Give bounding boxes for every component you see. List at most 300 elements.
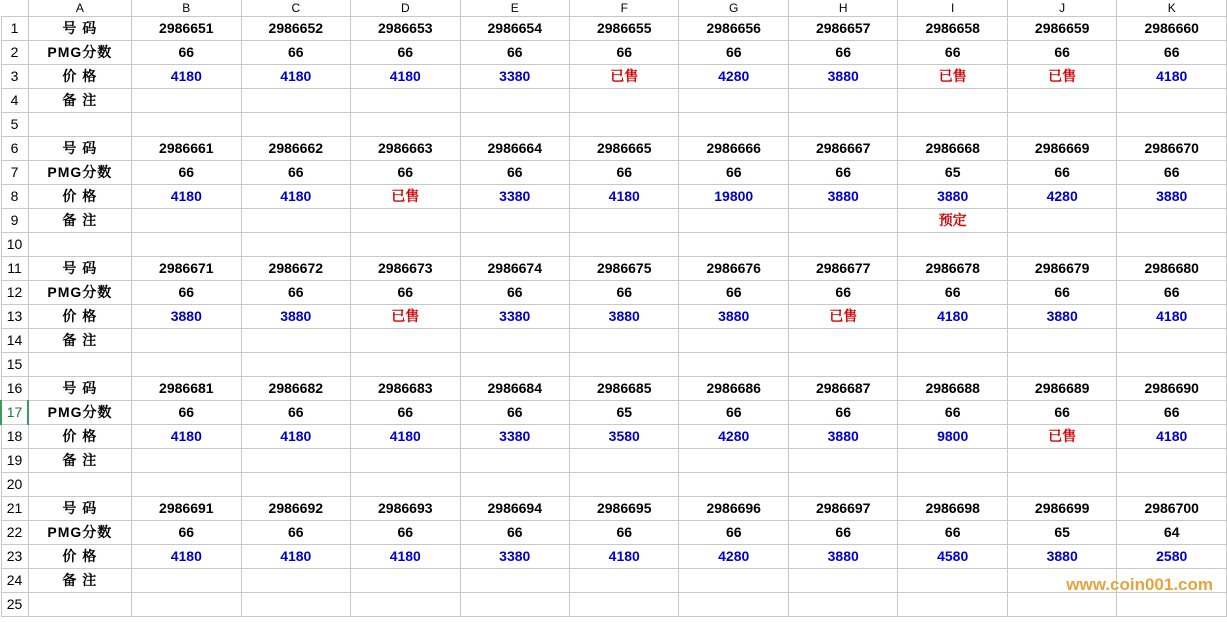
cell-D4[interactable] [351, 88, 460, 112]
cell-D16[interactable]: 2986683 [351, 376, 460, 400]
row-header-11[interactable]: 11 [1, 256, 28, 280]
cell-I22[interactable]: 66 [898, 520, 1007, 544]
cell-F20[interactable] [570, 472, 679, 496]
cell-K21[interactable]: 2986700 [1117, 496, 1227, 520]
cell-H1[interactable]: 2986657 [788, 16, 897, 40]
cell-I10[interactable] [898, 232, 1007, 256]
cell-J15[interactable] [1007, 352, 1116, 376]
cell-K1[interactable]: 2986660 [1117, 16, 1227, 40]
cell-K15[interactable] [1117, 352, 1227, 376]
cell-D12[interactable]: 66 [351, 280, 460, 304]
row-header-7[interactable]: 7 [1, 160, 28, 184]
cell-K11[interactable]: 2986680 [1117, 256, 1227, 280]
cell-I15[interactable] [898, 352, 1007, 376]
column-header-D[interactable]: D [351, 0, 460, 16]
cell-J13[interactable]: 3880 [1007, 304, 1116, 328]
cell-H20[interactable] [788, 472, 897, 496]
cell-J24[interactable] [1007, 568, 1116, 592]
cell-E20[interactable] [460, 472, 569, 496]
cell-B3[interactable]: 4180 [132, 64, 241, 88]
cell-K5[interactable] [1117, 112, 1227, 136]
cell-C4[interactable] [241, 88, 350, 112]
cell-K25[interactable] [1117, 592, 1227, 616]
cell-G1[interactable]: 2986656 [679, 16, 788, 40]
cell-F1[interactable]: 2986655 [570, 16, 679, 40]
cell-D25[interactable] [351, 592, 460, 616]
cell-K18[interactable]: 4180 [1117, 424, 1227, 448]
cell-C12[interactable]: 66 [241, 280, 350, 304]
cell-J6[interactable]: 2986669 [1007, 136, 1116, 160]
cell-K9[interactable] [1117, 208, 1227, 232]
cell-E23[interactable]: 3380 [460, 544, 569, 568]
cell-I6[interactable]: 2986668 [898, 136, 1007, 160]
cell-B10[interactable] [132, 232, 241, 256]
cell-G9[interactable] [679, 208, 788, 232]
cell-G13[interactable]: 3880 [679, 304, 788, 328]
cell-J23[interactable]: 3880 [1007, 544, 1116, 568]
cell-D18[interactable]: 4180 [351, 424, 460, 448]
cell-G10[interactable] [679, 232, 788, 256]
cell-K7[interactable]: 66 [1117, 160, 1227, 184]
cell-I18[interactable]: 9800 [898, 424, 1007, 448]
cell-K8[interactable]: 3880 [1117, 184, 1227, 208]
cell-F21[interactable]: 2986695 [570, 496, 679, 520]
cell-H8[interactable]: 3880 [788, 184, 897, 208]
cell-F18[interactable]: 3580 [570, 424, 679, 448]
cell-G8[interactable]: 19800 [679, 184, 788, 208]
cell-A2[interactable]: PMG分数 [28, 40, 131, 64]
cell-A16[interactable]: 号 码 [28, 376, 131, 400]
cell-A22[interactable]: PMG分数 [28, 520, 131, 544]
cell-K24[interactable] [1117, 568, 1227, 592]
cell-D11[interactable]: 2986673 [351, 256, 460, 280]
row-header-5[interactable]: 5 [1, 112, 28, 136]
cell-D7[interactable]: 66 [351, 160, 460, 184]
cell-F19[interactable] [570, 448, 679, 472]
cell-C3[interactable]: 4180 [241, 64, 350, 88]
cell-I14[interactable] [898, 328, 1007, 352]
cell-G6[interactable]: 2986666 [679, 136, 788, 160]
cell-H14[interactable] [788, 328, 897, 352]
cell-I13[interactable]: 4180 [898, 304, 1007, 328]
cell-E5[interactable] [460, 112, 569, 136]
row-header-20[interactable]: 20 [1, 472, 28, 496]
cell-G25[interactable] [679, 592, 788, 616]
cell-A14[interactable]: 备 注 [28, 328, 131, 352]
cell-E17[interactable]: 66 [460, 400, 569, 424]
cell-H21[interactable]: 2986697 [788, 496, 897, 520]
cell-D5[interactable] [351, 112, 460, 136]
row-header-10[interactable]: 10 [1, 232, 28, 256]
cell-G3[interactable]: 4280 [679, 64, 788, 88]
cell-H10[interactable] [788, 232, 897, 256]
cell-J12[interactable]: 66 [1007, 280, 1116, 304]
cell-J22[interactable]: 65 [1007, 520, 1116, 544]
row-header-24[interactable]: 24 [1, 568, 28, 592]
cell-I25[interactable] [898, 592, 1007, 616]
cell-C16[interactable]: 2986682 [241, 376, 350, 400]
cell-B25[interactable] [132, 592, 241, 616]
cell-C9[interactable] [241, 208, 350, 232]
cell-G14[interactable] [679, 328, 788, 352]
cell-E13[interactable]: 3380 [460, 304, 569, 328]
cell-J10[interactable] [1007, 232, 1116, 256]
cell-I16[interactable]: 2986688 [898, 376, 1007, 400]
cell-E9[interactable] [460, 208, 569, 232]
column-header-K[interactable]: K [1117, 0, 1227, 16]
cell-B7[interactable]: 66 [132, 160, 241, 184]
cell-J8[interactable]: 4280 [1007, 184, 1116, 208]
cell-H16[interactable]: 2986687 [788, 376, 897, 400]
row-header-23[interactable]: 23 [1, 544, 28, 568]
cell-E4[interactable] [460, 88, 569, 112]
cell-B2[interactable]: 66 [132, 40, 241, 64]
cell-E15[interactable] [460, 352, 569, 376]
cell-A5[interactable] [28, 112, 131, 136]
cell-A12[interactable]: PMG分数 [28, 280, 131, 304]
cell-H9[interactable] [788, 208, 897, 232]
cell-K10[interactable] [1117, 232, 1227, 256]
cell-F10[interactable] [570, 232, 679, 256]
row-header-9[interactable]: 9 [1, 208, 28, 232]
cell-G19[interactable] [679, 448, 788, 472]
column-header-H[interactable]: H [788, 0, 897, 16]
cell-B13[interactable]: 3880 [132, 304, 241, 328]
cell-H17[interactable]: 66 [788, 400, 897, 424]
cell-H23[interactable]: 3880 [788, 544, 897, 568]
cell-K22[interactable]: 64 [1117, 520, 1227, 544]
cell-J25[interactable] [1007, 592, 1116, 616]
cell-F16[interactable]: 2986685 [570, 376, 679, 400]
cell-D14[interactable] [351, 328, 460, 352]
cell-J9[interactable] [1007, 208, 1116, 232]
cell-A15[interactable] [28, 352, 131, 376]
cell-E1[interactable]: 2986654 [460, 16, 569, 40]
cell-J5[interactable] [1007, 112, 1116, 136]
cell-H24[interactable] [788, 568, 897, 592]
cell-F15[interactable] [570, 352, 679, 376]
cell-B21[interactable]: 2986691 [132, 496, 241, 520]
cell-D6[interactable]: 2986663 [351, 136, 460, 160]
cell-B6[interactable]: 2986661 [132, 136, 241, 160]
cell-B24[interactable] [132, 568, 241, 592]
cell-E7[interactable]: 66 [460, 160, 569, 184]
cell-D21[interactable]: 2986693 [351, 496, 460, 520]
cell-C14[interactable] [241, 328, 350, 352]
cell-F25[interactable] [570, 592, 679, 616]
cell-C11[interactable]: 2986672 [241, 256, 350, 280]
cell-G15[interactable] [679, 352, 788, 376]
row-header-1[interactable]: 1 [1, 16, 28, 40]
cell-K4[interactable] [1117, 88, 1227, 112]
cell-J21[interactable]: 2986699 [1007, 496, 1116, 520]
cell-B4[interactable] [132, 88, 241, 112]
cell-D24[interactable] [351, 568, 460, 592]
cell-D8[interactable]: 已售 [351, 184, 460, 208]
cell-C1[interactable]: 2986652 [241, 16, 350, 40]
row-header-19[interactable]: 19 [1, 448, 28, 472]
cell-E6[interactable]: 2986664 [460, 136, 569, 160]
cell-E21[interactable]: 2986694 [460, 496, 569, 520]
cell-I9[interactable]: 预定 [898, 208, 1007, 232]
cell-G23[interactable]: 4280 [679, 544, 788, 568]
cell-H13[interactable]: 已售 [788, 304, 897, 328]
row-header-13[interactable]: 13 [1, 304, 28, 328]
cell-D15[interactable] [351, 352, 460, 376]
cell-E19[interactable] [460, 448, 569, 472]
cell-G21[interactable]: 2986696 [679, 496, 788, 520]
cell-E24[interactable] [460, 568, 569, 592]
cell-I21[interactable]: 2986698 [898, 496, 1007, 520]
cell-E8[interactable]: 3380 [460, 184, 569, 208]
cell-C25[interactable] [241, 592, 350, 616]
cell-K14[interactable] [1117, 328, 1227, 352]
cell-D23[interactable]: 4180 [351, 544, 460, 568]
cell-F5[interactable] [570, 112, 679, 136]
cell-E10[interactable] [460, 232, 569, 256]
cell-F13[interactable]: 3880 [570, 304, 679, 328]
cell-D13[interactable]: 已售 [351, 304, 460, 328]
cell-I3[interactable]: 已售 [898, 64, 1007, 88]
cell-H18[interactable]: 3880 [788, 424, 897, 448]
cell-H11[interactable]: 2986677 [788, 256, 897, 280]
row-header-17[interactable]: 17 [1, 400, 28, 424]
cell-F7[interactable]: 66 [570, 160, 679, 184]
cell-H4[interactable] [788, 88, 897, 112]
cell-D17[interactable]: 66 [351, 400, 460, 424]
column-header-B[interactable]: B [132, 0, 241, 16]
cell-C24[interactable] [241, 568, 350, 592]
cell-F6[interactable]: 2986665 [570, 136, 679, 160]
cell-A18[interactable]: 价 格 [28, 424, 131, 448]
row-header-18[interactable]: 18 [1, 424, 28, 448]
cell-A8[interactable]: 价 格 [28, 184, 131, 208]
cell-C7[interactable]: 66 [241, 160, 350, 184]
cell-H25[interactable] [788, 592, 897, 616]
select-all-corner[interactable] [1, 0, 28, 16]
column-header-J[interactable]: J [1007, 0, 1116, 16]
cell-J1[interactable]: 2986659 [1007, 16, 1116, 40]
cell-E14[interactable] [460, 328, 569, 352]
cell-F3[interactable]: 已售 [570, 64, 679, 88]
cell-G2[interactable]: 66 [679, 40, 788, 64]
cell-K20[interactable] [1117, 472, 1227, 496]
cell-I23[interactable]: 4580 [898, 544, 1007, 568]
cell-H12[interactable]: 66 [788, 280, 897, 304]
cell-H6[interactable]: 2986667 [788, 136, 897, 160]
cell-J11[interactable]: 2986679 [1007, 256, 1116, 280]
cell-A23[interactable]: 价 格 [28, 544, 131, 568]
cell-C22[interactable]: 66 [241, 520, 350, 544]
cell-E2[interactable]: 66 [460, 40, 569, 64]
cell-G12[interactable]: 66 [679, 280, 788, 304]
cell-C2[interactable]: 66 [241, 40, 350, 64]
cell-C6[interactable]: 2986662 [241, 136, 350, 160]
cell-J3[interactable]: 已售 [1007, 64, 1116, 88]
cell-G7[interactable]: 66 [679, 160, 788, 184]
cell-C8[interactable]: 4180 [241, 184, 350, 208]
cell-D22[interactable]: 66 [351, 520, 460, 544]
cell-I7[interactable]: 65 [898, 160, 1007, 184]
cell-A19[interactable]: 备 注 [28, 448, 131, 472]
cell-B1[interactable]: 2986651 [132, 16, 241, 40]
cell-A21[interactable]: 号 码 [28, 496, 131, 520]
cell-D10[interactable] [351, 232, 460, 256]
cell-J7[interactable]: 66 [1007, 160, 1116, 184]
cell-K16[interactable]: 2986690 [1117, 376, 1227, 400]
row-header-21[interactable]: 21 [1, 496, 28, 520]
cell-C23[interactable]: 4180 [241, 544, 350, 568]
cell-C18[interactable]: 4180 [241, 424, 350, 448]
cell-G17[interactable]: 66 [679, 400, 788, 424]
column-header-E[interactable]: E [460, 0, 569, 16]
cell-K23[interactable]: 2580 [1117, 544, 1227, 568]
cell-B15[interactable] [132, 352, 241, 376]
cell-C19[interactable] [241, 448, 350, 472]
cell-A20[interactable] [28, 472, 131, 496]
row-header-3[interactable]: 3 [1, 64, 28, 88]
cell-B18[interactable]: 4180 [132, 424, 241, 448]
cell-H15[interactable] [788, 352, 897, 376]
cell-J20[interactable] [1007, 472, 1116, 496]
row-header-4[interactable]: 4 [1, 88, 28, 112]
cell-I2[interactable]: 66 [898, 40, 1007, 64]
cell-A7[interactable]: PMG分数 [28, 160, 131, 184]
cell-G20[interactable] [679, 472, 788, 496]
cell-K2[interactable]: 66 [1117, 40, 1227, 64]
cell-J19[interactable] [1007, 448, 1116, 472]
cell-B11[interactable]: 2986671 [132, 256, 241, 280]
cell-B8[interactable]: 4180 [132, 184, 241, 208]
cell-A9[interactable]: 备 注 [28, 208, 131, 232]
cell-F2[interactable]: 66 [570, 40, 679, 64]
cell-B22[interactable]: 66 [132, 520, 241, 544]
cell-A25[interactable] [28, 592, 131, 616]
cell-F24[interactable] [570, 568, 679, 592]
column-header-G[interactable]: G [679, 0, 788, 16]
cell-G4[interactable] [679, 88, 788, 112]
row-header-8[interactable]: 8 [1, 184, 28, 208]
cell-H7[interactable]: 66 [788, 160, 897, 184]
row-header-2[interactable]: 2 [1, 40, 28, 64]
row-header-6[interactable]: 6 [1, 136, 28, 160]
cell-B23[interactable]: 4180 [132, 544, 241, 568]
cell-H5[interactable] [788, 112, 897, 136]
column-header-C[interactable]: C [241, 0, 350, 16]
cell-I5[interactable] [898, 112, 1007, 136]
cell-I8[interactable]: 3880 [898, 184, 1007, 208]
cell-A6[interactable]: 号 码 [28, 136, 131, 160]
row-header-16[interactable]: 16 [1, 376, 28, 400]
cell-K19[interactable] [1117, 448, 1227, 472]
cell-J16[interactable]: 2986689 [1007, 376, 1116, 400]
cell-D1[interactable]: 2986653 [351, 16, 460, 40]
row-header-14[interactable]: 14 [1, 328, 28, 352]
cell-B20[interactable] [132, 472, 241, 496]
cell-B9[interactable] [132, 208, 241, 232]
cell-C21[interactable]: 2986692 [241, 496, 350, 520]
cell-K13[interactable]: 4180 [1117, 304, 1227, 328]
cell-K3[interactable]: 4180 [1117, 64, 1227, 88]
cell-D19[interactable] [351, 448, 460, 472]
cell-K12[interactable]: 66 [1117, 280, 1227, 304]
cell-H3[interactable]: 3880 [788, 64, 897, 88]
cell-C17[interactable]: 66 [241, 400, 350, 424]
cell-A4[interactable]: 备 注 [28, 88, 131, 112]
cell-A10[interactable] [28, 232, 131, 256]
cell-E16[interactable]: 2986684 [460, 376, 569, 400]
cell-D20[interactable] [351, 472, 460, 496]
cell-B19[interactable] [132, 448, 241, 472]
cell-J18[interactable]: 已售 [1007, 424, 1116, 448]
cell-A13[interactable]: 价 格 [28, 304, 131, 328]
cell-E18[interactable]: 3380 [460, 424, 569, 448]
cell-A11[interactable]: 号 码 [28, 256, 131, 280]
cell-H19[interactable] [788, 448, 897, 472]
cell-I19[interactable] [898, 448, 1007, 472]
cell-C20[interactable] [241, 472, 350, 496]
cell-C13[interactable]: 3880 [241, 304, 350, 328]
row-header-25[interactable]: 25 [1, 592, 28, 616]
cell-G16[interactable]: 2986686 [679, 376, 788, 400]
row-header-22[interactable]: 22 [1, 520, 28, 544]
cell-E11[interactable]: 2986674 [460, 256, 569, 280]
cell-I24[interactable] [898, 568, 1007, 592]
cell-B16[interactable]: 2986681 [132, 376, 241, 400]
column-header-F[interactable]: F [570, 0, 679, 16]
row-header-12[interactable]: 12 [1, 280, 28, 304]
cell-G5[interactable] [679, 112, 788, 136]
cell-E12[interactable]: 66 [460, 280, 569, 304]
cell-F23[interactable]: 4180 [570, 544, 679, 568]
cell-F11[interactable]: 2986675 [570, 256, 679, 280]
row-header-15[interactable]: 15 [1, 352, 28, 376]
cell-I17[interactable]: 66 [898, 400, 1007, 424]
cell-C5[interactable] [241, 112, 350, 136]
cell-A3[interactable]: 价 格 [28, 64, 131, 88]
cell-G18[interactable]: 4280 [679, 424, 788, 448]
cell-C10[interactable] [241, 232, 350, 256]
cell-I20[interactable] [898, 472, 1007, 496]
cell-B12[interactable]: 66 [132, 280, 241, 304]
cell-F9[interactable] [570, 208, 679, 232]
cell-C15[interactable] [241, 352, 350, 376]
cell-G11[interactable]: 2986676 [679, 256, 788, 280]
cell-H22[interactable]: 66 [788, 520, 897, 544]
cell-I1[interactable]: 2986658 [898, 16, 1007, 40]
cell-J14[interactable] [1007, 328, 1116, 352]
cell-A24[interactable]: 备 注 [28, 568, 131, 592]
cell-E22[interactable]: 66 [460, 520, 569, 544]
cell-G22[interactable]: 66 [679, 520, 788, 544]
cell-G24[interactable] [679, 568, 788, 592]
cell-D9[interactable] [351, 208, 460, 232]
cell-I4[interactable] [898, 88, 1007, 112]
cell-J17[interactable]: 66 [1007, 400, 1116, 424]
column-header-A[interactable]: A [28, 0, 131, 16]
cell-B5[interactable] [132, 112, 241, 136]
cell-F12[interactable]: 66 [570, 280, 679, 304]
cell-E3[interactable]: 3380 [460, 64, 569, 88]
cell-J2[interactable]: 66 [1007, 40, 1116, 64]
cell-H2[interactable]: 66 [788, 40, 897, 64]
cell-B17[interactable]: 66 [132, 400, 241, 424]
cell-F22[interactable]: 66 [570, 520, 679, 544]
cell-A1[interactable]: 号 码 [28, 16, 131, 40]
cell-A17[interactable]: PMG分数 [28, 400, 131, 424]
cell-K17[interactable]: 66 [1117, 400, 1227, 424]
cell-F4[interactable] [570, 88, 679, 112]
